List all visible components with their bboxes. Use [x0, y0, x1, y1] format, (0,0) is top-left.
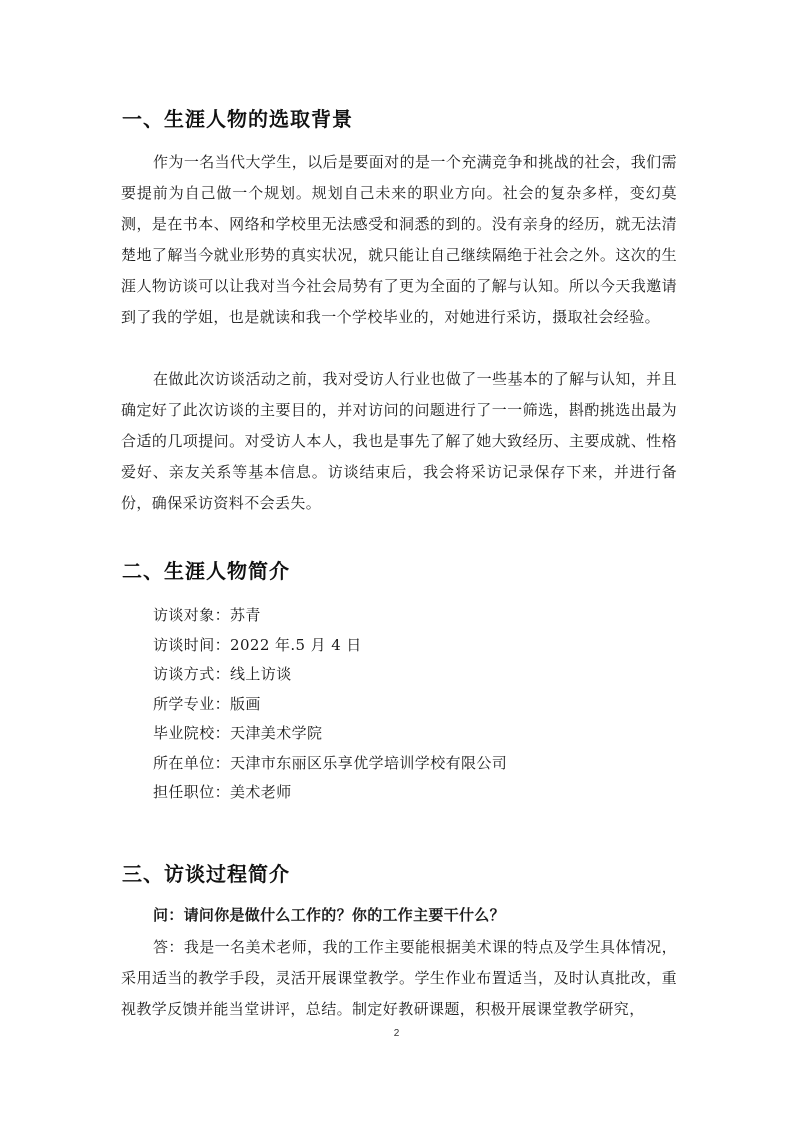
profile-item-method: 访谈方式：线上访谈 — [153, 665, 292, 683]
profile-item-position: 担任职位：美术老师 — [153, 783, 292, 801]
profile-item-subject: 访谈对象：苏青 — [153, 606, 261, 624]
profile-list — [153, 601, 507, 808]
section-heading-interview: 三、访谈过程简介 — [122, 862, 290, 886]
section-heading-background: 一、生涯人物的选取背景 — [122, 107, 353, 131]
profile-item-time: 访谈时间：2022 年.5 月 4 日 — [153, 635, 362, 654]
profile-item-school: 毕业院校：天津美术学院 — [153, 724, 323, 742]
profile-item-major: 所学专业：版画 — [153, 694, 261, 713]
interview-question: 问：请问你是做什么工作的？你的工作主要干什么？ — [153, 906, 505, 924]
background-paragraph-2: 在做此次访谈活动之前，我对受访人行业也做了一些基本的了解与认知，并且确定好了此次访谈的主要目的，并对访问的问题进行了一一筛选，斟酌挑选出最为合适的几项提问。对受访人本人，我也是事先了解了她大致经历、主要成就、性格爱好、亲友关系等基本信息。访谈结束后，我会将采访记录保存下来，并进行备份，确保采访资料不会丢失。 — [121, 370, 677, 512]
profile-item-employer: 所在单位：天津市东丽区乐享优学培训学校有限公司 — [153, 753, 508, 772]
page-number: 2 — [393, 1028, 400, 1039]
background-paragraph-1: 作为一名当代大学生，以后是要面对的是一个充满竞争和挑战的社会，我们需要提前为自己做一个规划。规划自己未来的职业方向。社会的复杂多样，变幻莫测，是在书本、网络和学校里无法感受和洞悉的到的。没有亲身的经历，就无法清楚地了解当今就业形势的真实状况，就只能让自己继续隔绝于社会之外。这次的生涯人物访谈可以让我对当今社会局势有了更为全面的了解与认知。所以今天我邀请到了我的学姐，也是就读和我一个学校毕业的，对她进行采访，摄取社会经验。 — [121, 153, 677, 326]
interview-answer: 答：我是一名美术老师，我的工作主要能根据美术课的特点及学生具体情况，采用适当的教学手段，灵活开展课堂教学。学生作业布置适当，及时认真批改，重视教学反馈并能当堂讲评，总结。制定好教研课题，积极开展课堂教学研究， — [121, 938, 677, 1018]
section-heading-profile: 二、生涯人物简介 — [122, 559, 290, 583]
